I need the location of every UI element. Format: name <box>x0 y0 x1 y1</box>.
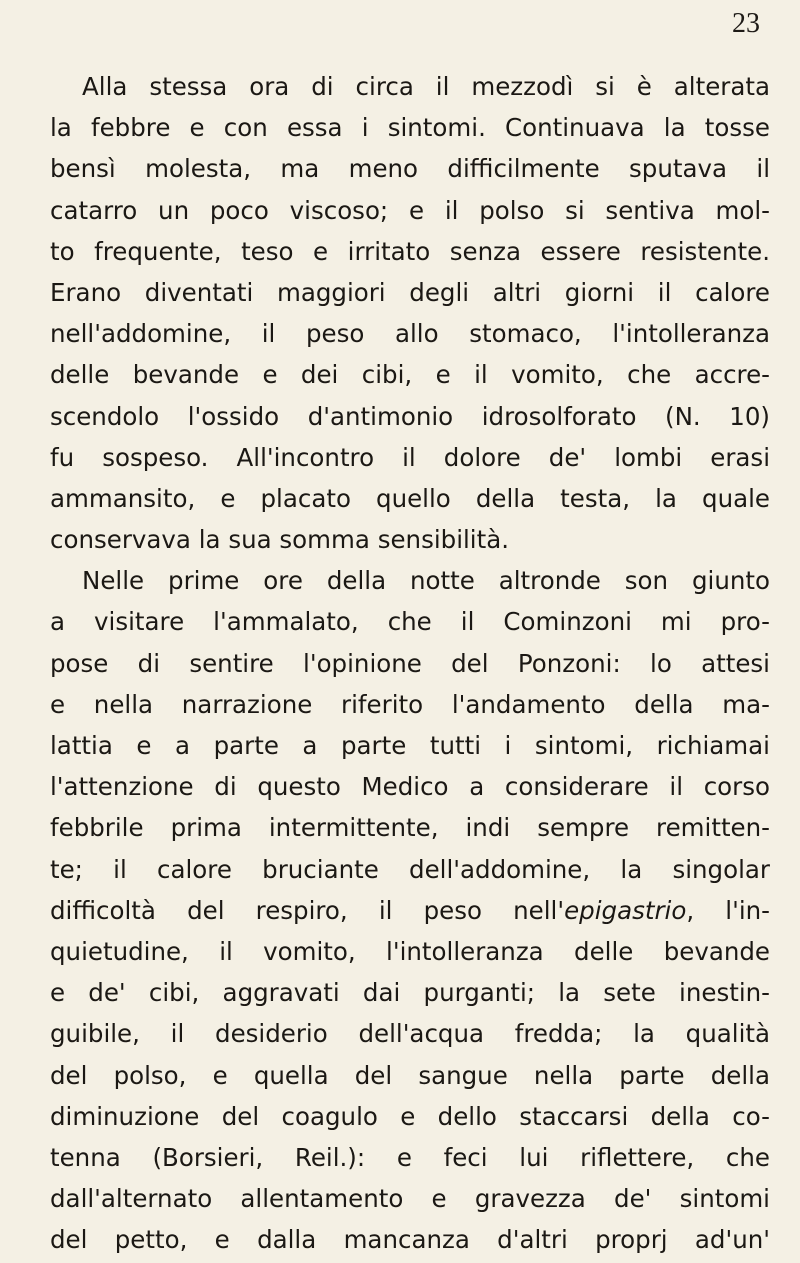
body-text <box>50 66 770 1260</box>
text-line: conservava la sua somma sensibilità. <box>50 525 510 555</box>
text-line: diminuzione del coagulo e dello staccarsi della co- <box>50 1101 770 1131</box>
text-line: a visitare l'ammalato, che il Cominzoni mi pro- <box>50 607 770 637</box>
text-line: quietudine, il vomito, l'intolleranza delle bevande <box>50 936 770 966</box>
text-line: to frequente, teso e irritato senza essere resistente. <box>50 236 770 266</box>
text-line: bensì molesta, ma meno difficilmente sputava il <box>50 154 770 184</box>
page-number: 23 <box>732 8 760 39</box>
text-line: Nelle prime ore della notte altronde son giunto <box>82 566 770 596</box>
text-line: catarro un poco viscoso; e il polso si sentiva mol- <box>50 195 770 225</box>
text-line: te; il calore bruciante dell'addomine, la singolar <box>50 854 770 884</box>
text-line: scendolo l'ossido d'antimonio idrosolforato (N. 10) <box>50 401 770 431</box>
text-line <box>50 890 770 931</box>
text-line: pose di sentire l'opinione del Ponzoni: lo attesi <box>50 648 770 678</box>
text-line: nell'addomine, il peso allo stomaco, l'intolleranza <box>50 319 770 349</box>
text-line: tenna (Borsieri, Reil.): e feci lui riflettere, che <box>50 1142 770 1172</box>
text-line: del petto, e dalla mancanza d'altri proprj ad'un' <box>50 1225 770 1255</box>
text-line: guibile, il desiderio dell'acqua fredda; la qualità <box>50 1019 770 1049</box>
text-line: febbrile prima intermittente, indi sempre remitten- <box>50 813 770 843</box>
text-line: fu sospeso. All'incontro il dolore de' lombi erasi <box>50 442 770 472</box>
text-line: l'attenzione di questo Medico a considerare il corso <box>50 772 770 802</box>
text-line: e nella narrazione riferito l'andamento della ma- <box>50 689 770 719</box>
italic-term: epigastrio <box>564 895 687 925</box>
text-line: dall'alternato allentamento e gravezza de' sintomi <box>50 1184 770 1214</box>
text-line: Erano diventati maggiori degli altri giorni il calore <box>50 277 770 307</box>
text-segment: , l'in- <box>686 895 770 925</box>
text-line: la febbre e con essa i sintomi. Continuava la tosse <box>50 113 770 143</box>
text-line: del polso, e quella del sangue nella parte della <box>50 1060 770 1090</box>
text-segment: difficoltà del respiro, il peso nell' <box>50 895 565 925</box>
text-line: lattia e a parte a parte tutti i sintomi, richiamai <box>50 731 770 760</box>
text-line: e de' cibi, aggravati dai purganti; la sete inestin- <box>50 978 770 1008</box>
text-line: ammansito, e placato quello della testa, la quale <box>50 483 770 513</box>
text-line: Alla stessa ora di circa il mezzodì si è alterata <box>82 72 770 101</box>
text-line: delle bevande e dei cibi, e il vomito, che accre- <box>50 360 770 390</box>
